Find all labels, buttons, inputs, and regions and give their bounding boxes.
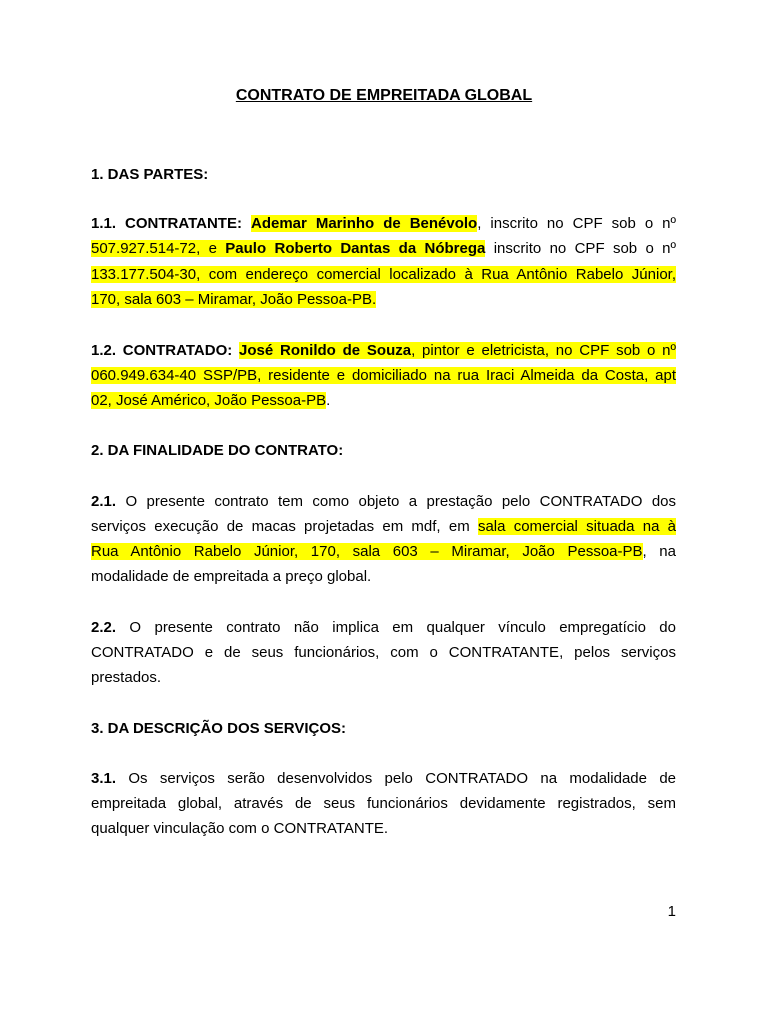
clause-text: , na xyxy=(642,543,676,560)
clause-2-2-line-2: CONTRATADO e de seus funcionários, com o CONTRATANTE, pelos serviços xyxy=(91,644,676,661)
clause-1-2-line-1 xyxy=(91,341,676,361)
clause-1-1-line-1 xyxy=(91,214,676,234)
cpf-highlight: 507.927.514-72, e xyxy=(91,240,226,257)
contratado-name: José Ronildo de Souza xyxy=(239,342,412,359)
clause-2-1-line-3 xyxy=(91,542,676,562)
clause-text: O presente contrato não implica em qualquer vínculo empregatício do xyxy=(116,619,676,636)
document-title: CONTRATO DE EMPREITADA GLOBAL xyxy=(235,87,533,104)
clause-2-1-line-4: modalidade de empreitada a preço global. xyxy=(91,568,372,585)
clause-text: Os serviços serão desenvolvidos pelo CONTRATADO na modalidade de xyxy=(116,770,676,787)
clause-number: 2.1. xyxy=(91,493,117,510)
clause-number: 1.2. CONTRATADO: xyxy=(91,342,233,359)
clause-3-1-line-3: qualquer vinculação com o CONTRATANTE. xyxy=(91,820,389,837)
section-heading-partes: 1. DAS PARTES: xyxy=(91,166,209,183)
clause-text: serviços execução de macas projetadas em mdf, em xyxy=(91,518,478,535)
clause-text: inscrito no CPF sob o nº xyxy=(485,240,676,257)
page-number: 1 xyxy=(667,903,676,920)
clause-3-1-line-2: empreitada global, através de seus funcionários devidamente registrados, sem xyxy=(91,795,676,812)
clause-number: 3.1. xyxy=(91,770,117,787)
clause-1-1-line-2 xyxy=(91,239,676,259)
clause-1-2-line-3 xyxy=(91,391,676,411)
section-heading-descricao: 3. DA DESCRIÇÃO DOS SERVIÇOS: xyxy=(91,720,347,737)
address-highlight: 133.177.504-30, com endereço comercial localizado à Rua Antônio Rabelo Júnior, xyxy=(91,266,676,283)
clause-text: . xyxy=(326,392,331,409)
clause-text-highlight: 060.949.634-40 SSP/PB, residente e domiciliado na rua Iraci Almeida da Costa, apt xyxy=(91,367,676,384)
clause-2-1-line-2 xyxy=(91,517,676,537)
contratante-name-2: Paulo Roberto Dantas da Nóbrega xyxy=(225,240,486,257)
clause-1-1-line-3 xyxy=(91,265,676,285)
clause-1-1-line-4 xyxy=(91,290,676,310)
contratante-name-1: Ademar Marinho de Benévolo xyxy=(250,215,478,232)
clause-text-highlight: , pintor e eletricista, no CPF sob o nº xyxy=(411,342,676,359)
clause-2-2-line-3: prestados. xyxy=(91,669,162,686)
clause-1-2-line-2 xyxy=(91,366,676,386)
clause-text: , inscrito no CPF sob o nº xyxy=(477,215,676,232)
clause-2-2-line-1 xyxy=(91,618,676,638)
clause-2-1-line-1 xyxy=(91,492,676,512)
clause-text-highlight: 02, José Américo, João Pessoa-PB xyxy=(91,392,327,409)
location-highlight: sala comercial situada na à xyxy=(477,518,677,535)
clause-number: 2.2. xyxy=(91,619,117,636)
location-highlight: Rua Antônio Rabelo Júnior, 170, sala 603 – Miramar, João Pessoa-PB xyxy=(91,543,643,560)
address-highlight: 170, sala 603 – Miramar, João Pessoa-PB. xyxy=(91,291,377,308)
section-heading-finalidade: 2. DA FINALIDADE DO CONTRATO: xyxy=(91,442,344,459)
clause-text: O presente contrato tem como objeto a prestação pelo CONTRATADO dos xyxy=(116,493,676,510)
clause-3-1-line-1 xyxy=(91,769,676,789)
clause-number: 1.1. CONTRATANTE: xyxy=(91,215,242,232)
